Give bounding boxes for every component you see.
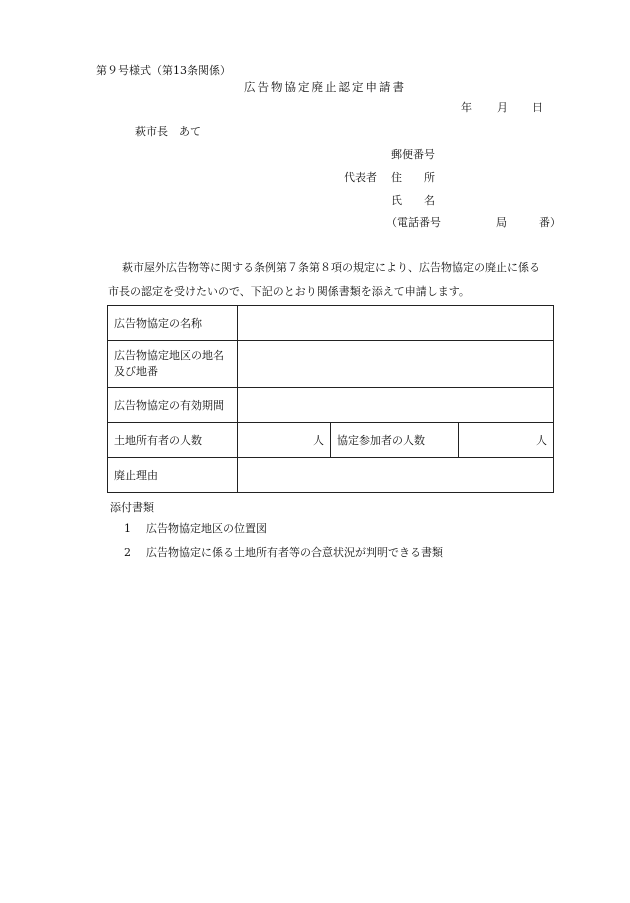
- attachment-item: [124, 546, 443, 560]
- representative-label: 代表者: [344, 171, 377, 184]
- application-table: [107, 305, 554, 493]
- date-month-label: 月: [497, 101, 508, 114]
- agreement-area-label: [108, 341, 238, 388]
- attachment-text: 広告物協定地区の位置図: [146, 522, 267, 535]
- participant-count-unit: 人: [536, 434, 548, 447]
- form-number: 第９号様式（第13条関係）: [96, 64, 231, 77]
- table-row: [108, 341, 554, 388]
- attachments-heading: 添付書類: [110, 501, 154, 514]
- date-day-label: 日: [532, 101, 543, 114]
- landowner-count-field[interactable]: [238, 423, 331, 458]
- document-title: 広告物協定廃止認定申請書: [244, 80, 406, 94]
- landowner-count-label: 土地所有者の人数: [108, 423, 238, 458]
- table-row: [108, 388, 554, 423]
- landowner-count-unit: 人: [313, 434, 324, 447]
- participant-count-label: 協定参加者の人数: [331, 423, 459, 458]
- table-row: [108, 306, 554, 341]
- address-label: 住 所: [391, 171, 435, 184]
- phone-exchange-label: 局: [496, 216, 507, 229]
- validity-period-field[interactable]: [238, 388, 554, 423]
- attachment-item: [124, 522, 267, 536]
- agreement-area-field[interactable]: [238, 341, 554, 388]
- participant-count-field[interactable]: [459, 423, 554, 458]
- body-paragraph: [108, 256, 568, 304]
- attachment-number: 2: [124, 546, 131, 559]
- phone-number-suffix: 番）: [539, 216, 561, 229]
- addressee: 萩市長 あて: [135, 125, 201, 138]
- agreement-name-field[interactable]: [238, 306, 554, 341]
- table-row: [108, 458, 554, 493]
- body-line-1: 萩市屋外広告物等に関する条例第７条第８項の規定により、広告物協定の廃止に係る: [122, 261, 540, 274]
- name-label: 氏 名: [391, 194, 435, 207]
- agreement-area-label-line-2: 及び地番: [114, 365, 158, 378]
- agreement-name-label: 広告物協定の名称: [108, 306, 238, 341]
- table-row: [108, 423, 554, 458]
- body-line-2: 市長の認定を受けたいので、下記のとおり関係書類を添えて申請します。: [108, 285, 470, 298]
- validity-period-label: 広告物協定の有効期間: [108, 388, 238, 423]
- abolition-reason-label: 廃止理由: [108, 458, 238, 493]
- attachment-text: 広告物協定に係る土地所有者等の合意状況が判明できる書類: [146, 546, 443, 559]
- attachment-number: 1: [124, 522, 131, 535]
- agreement-area-label-line-1: 広告物協定地区の地名: [114, 349, 224, 362]
- postal-code-label: 郵便番号: [391, 148, 435, 161]
- phone-label: （電話番号: [386, 216, 441, 229]
- abolition-reason-field[interactable]: [238, 458, 554, 493]
- date-year-label: 年: [461, 101, 472, 114]
